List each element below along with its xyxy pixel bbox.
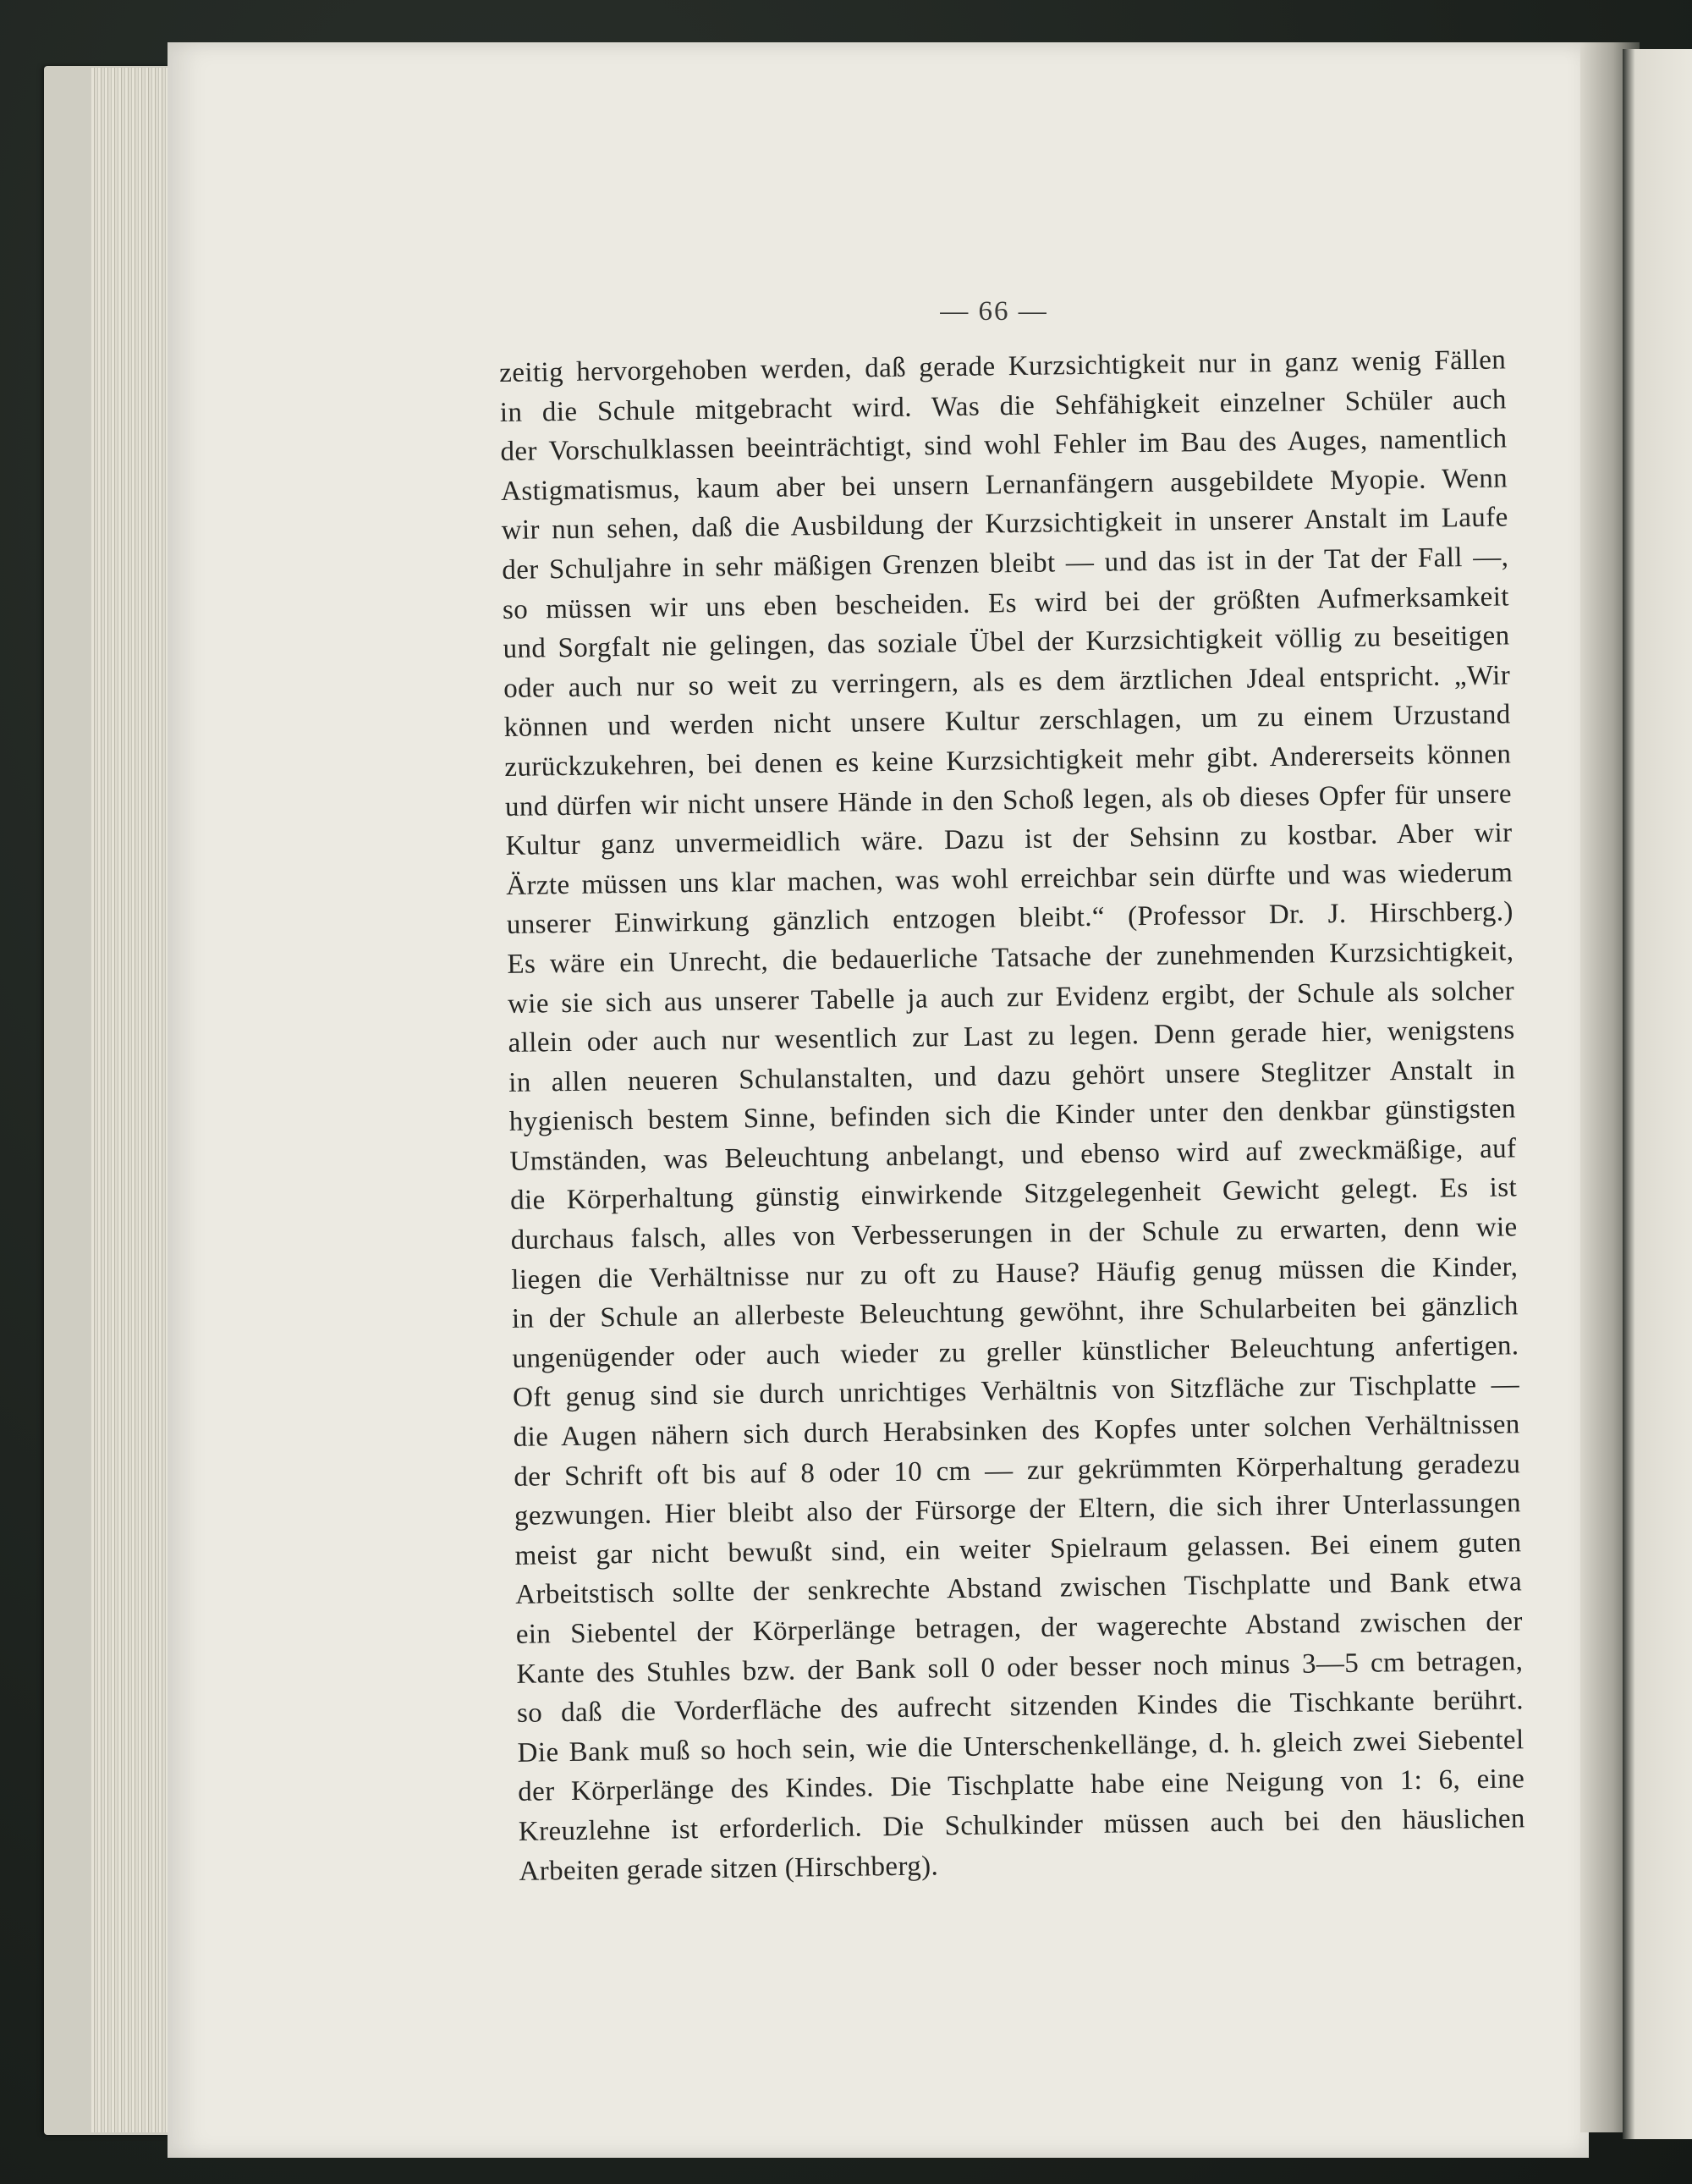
text-line: Ärzte müssen uns klar machen, was wohl erreichbar sein dürfte und was wiederum bbox=[505, 857, 1513, 901]
text-line: Es wäre ein Unrecht, die bedauerliche Tatsache der zunehmenden Kurzsichtigkeit, bbox=[507, 936, 1514, 980]
text-line: Kante des Stuhles bzw. der Bank soll 0 oder besser noch minus 3—5 cm betragen, bbox=[516, 1645, 1524, 1690]
text-line: wir nun sehen, daß die Ausbildung der Kurzsichtigkeit in unserer Anstalt im Laufe bbox=[501, 502, 1508, 547]
text-line: so müssen wir uns eben bescheiden. Es wird bei der größten Aufmerksamkeit bbox=[502, 580, 1510, 625]
text-line: Die Bank muß so hoch sein, wie die Unterschenkellänge, d. h. gleich zwei Siebentel bbox=[517, 1725, 1524, 1769]
text-line: so daß die Vorderfläche des aufrecht sitzenden Kindes die Tischkante berührt. bbox=[516, 1685, 1524, 1730]
text-line: Kultur ganz unvermeidlich wäre. Dazu ist der Sehsinn zu kostbar. Aber wir bbox=[505, 817, 1513, 862]
text-line: allein oder auch nur wesentlich zur Last zu legen. Denn gerade hier, wenigstens bbox=[508, 1015, 1515, 1059]
text-line: in allen neueren Schulanstalten, und dazu gehört unsere Steglitzer Anstalt in bbox=[508, 1054, 1516, 1098]
text-line: zurückzukehren, bei denen es keine Kurzsichtigkeit mehr gibt. Andererseits können bbox=[504, 739, 1512, 783]
text-line: der Schrift oft bis auf 8 oder 10 cm — zur gekrümmten Körperhaltung geradezu bbox=[514, 1448, 1521, 1493]
text-line: Arbeiten gerade sitzen (Hirschberg). bbox=[519, 1850, 939, 1887]
text-line: wie sie sich aus unserer Tabelle ja auch zur Evidenz ergibt, der Schule als solcher bbox=[507, 975, 1515, 1020]
text-line: Oft genug sind sie durch unrichtiges Verhältnis von Sitzfläche zur Tischplatte — bbox=[512, 1369, 1520, 1414]
text-line: meist gar nicht bewußt sind, ein weiter Spielraum gelassen. Bei einem guten bbox=[514, 1527, 1522, 1571]
text-line: der Vorschulklassen beeinträchtigt, sind wohl Fehler im Bau des Auges, namentlich bbox=[500, 423, 1508, 468]
text-line: Umständen, was Beleuchtung anbelangt, und ebenso wird auf zweckmäßige, auf bbox=[509, 1133, 1517, 1177]
text-line: oder auch nur so weit zu verringern, als es dem ärztlichen Jdeal entspricht. „Wir bbox=[503, 660, 1511, 704]
text-line: liegen die Verhältnisse nur zu oft zu Hause? Häufig genug müssen die Kinder, bbox=[511, 1251, 1519, 1296]
page-number: — 66 — bbox=[940, 296, 1048, 327]
text-line: Kreuzlehne ist erforderlich. Die Schulkinder müssen auch bei den häuslichen bbox=[518, 1803, 1526, 1847]
body-text bbox=[499, 340, 1526, 1891]
text-line: unserer Einwirkung gänzlich entzogen bleibt.“ (Professor Dr. J. Hirschberg.) bbox=[506, 896, 1513, 941]
text-line: Astigmatismus, kaum aber bei unsern Lernanfängern ausgebildete Myopie. Wenn bbox=[500, 463, 1508, 507]
text-line: der Schuljahre in sehr mäßigen Grenzen bleibt — und das ist in der Tat der Fall —, bbox=[502, 542, 1509, 586]
text-line: in die Schule mitgebracht wird. Was die Sehfähigkeit einzelner Schüler auch bbox=[499, 384, 1508, 428]
text-line: in der Schule an allerbeste Beleuchtung gewöhnt, ihre Schularbeiten bei gänzlich bbox=[511, 1290, 1519, 1335]
text-line: gezwungen. Hier bleibt also der Fürsorge der Eltern, die sich ihrer Unterlassungen bbox=[514, 1488, 1522, 1532]
page-edges bbox=[91, 68, 176, 2132]
text-line: zeitig hervorgehoben werden, daß gerade Kurzsichtigkeit nur in ganz wenig Fällen bbox=[499, 344, 1507, 388]
text-line: Arbeitstisch sollte der senkrechte Abstand zwischen Tischplatte und Bank etwa bbox=[514, 1566, 1523, 1611]
facing-page-edge bbox=[1623, 49, 1692, 2139]
text-line: können und werden nicht unsere Kultur zerschlagen, um zu einem Urzustand bbox=[503, 699, 1511, 744]
text-line: hygienisch bestem Sinne, befinden sich die Kinder unter den denkbar günstigsten bbox=[508, 1093, 1517, 1138]
text-line: die Körperhaltung günstig einwirkende Sitzgelegenheit Gewicht gelegt. Es ist bbox=[509, 1172, 1518, 1217]
text-line: der Körperlänge des Kindes. Die Tischplatte habe eine Neigung von 1: 6, eine bbox=[518, 1763, 1525, 1808]
text-line: die Augen nähern sich durch Herabsinken des Kopfes unter solchen Verhältnissen bbox=[513, 1409, 1520, 1453]
text-line: und Sorgfalt nie gelingen, das soziale Übel der Kurzsichtigkeit völlig zu beseitigen bbox=[503, 620, 1510, 665]
text-line: durchaus falsch, alles von Verbesserungen in der Schule zu erwarten, denn wie bbox=[510, 1212, 1518, 1256]
text-line: ein Siebentel der Körperlänge betragen, der wagerechte Abstand zwischen der bbox=[515, 1606, 1523, 1650]
text-line: und dürfen wir nicht unsere Hände in den Schoß legen, als ob dieses Opfer für unsere bbox=[504, 778, 1513, 822]
text-line: ungenügender oder auch wieder zu greller künstlicher Beleuchtung anfertigen. bbox=[512, 1330, 1519, 1374]
